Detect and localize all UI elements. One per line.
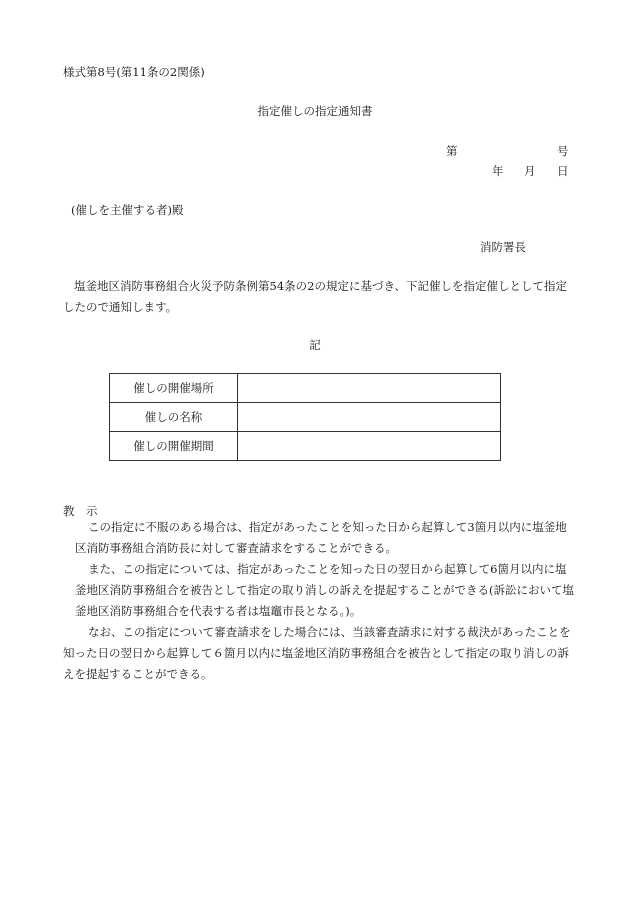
kyoji-paragraph-1: この指定に不服のある場合は、指定があったことを知った日から起算して3箇月以内に塩釜地区消防事務組合消防長に対して審査請求をすることができる。 <box>75 520 567 555</box>
kyoji-heading: 教 示 <box>63 504 98 518</box>
kyoji-paragraph-2: また、この指定については、指定があったことを知った日の翌日から起算して6箇月以内に塩釜地区消防事務組合を被告として指定の取り消しの訴えを提起することができる(訴訟において塩釜地区消防事務組合を代表する者は塩竈市長となる。)。 <box>75 562 574 618</box>
sender: 消防署長 <box>480 240 526 254</box>
document-title: 指定催しの指定通知書 <box>257 104 373 118</box>
form-number: 様式第8号(第11条の2関係) <box>63 65 205 79</box>
info-table <box>109 373 501 461</box>
table-value <box>238 403 501 432</box>
body-text: 塩釜地区消防事務組合火災予防条例第54条の2の規定に基づき、下記催しを指定催しとして指定したので通知します。 <box>63 279 567 314</box>
table-label: 催しの開催期間 <box>110 432 238 461</box>
table-value <box>238 374 501 403</box>
table-row <box>110 432 501 461</box>
table-row <box>110 403 501 432</box>
date-year: 年 <box>492 164 504 178</box>
kyoji-paragraph-3: なお、この指定について審査請求をした場合には、当該審査請求に対する裁決があったことを知った日の翌日から起算して６箇月以内に塩釜地区消防事務組合を被告として指定の取り消しの訴えを提起することができる。 <box>63 625 571 681</box>
number-prefix: 第 <box>446 144 458 158</box>
table-label: 催しの開催場所 <box>110 374 238 403</box>
table-row <box>110 374 501 403</box>
addressee: (催しを主催する者)殿 <box>71 203 184 217</box>
table-value <box>238 432 501 461</box>
number-suffix: 号 <box>557 144 569 158</box>
date-day: 日 <box>557 164 569 178</box>
date-month: 月 <box>524 164 536 178</box>
table-label: 催しの名称 <box>110 403 238 432</box>
ki-heading: 記 <box>309 338 321 352</box>
